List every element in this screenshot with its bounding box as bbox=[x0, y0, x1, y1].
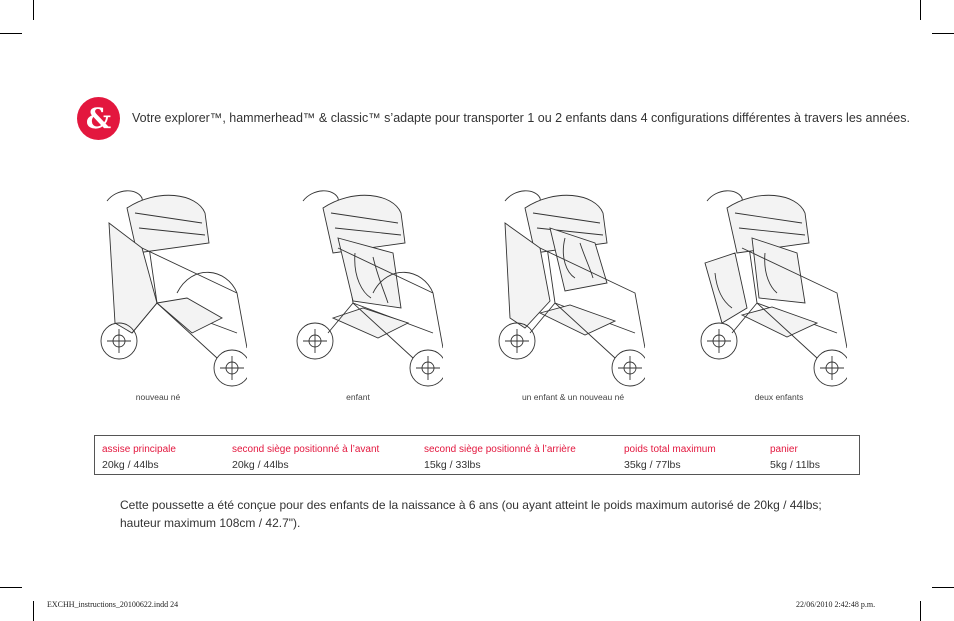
spec-rear-second-seat bbox=[424, 444, 576, 471]
spec-front-second-seat bbox=[232, 444, 379, 471]
weight-spec-table bbox=[94, 435, 860, 475]
crop-mark bbox=[932, 587, 954, 588]
caption-child-and-newborn: un enfant & un nouveau né bbox=[521, 392, 625, 402]
spec-main-seat bbox=[102, 444, 176, 471]
spec-label: second siège positionné à l’arrière bbox=[424, 444, 576, 455]
spec-value: 5kg / 11lbs bbox=[770, 459, 821, 471]
crop-mark bbox=[0, 587, 22, 588]
spec-label: poids total maximum bbox=[624, 444, 716, 455]
stroller-child-and-newborn-illustration bbox=[495, 183, 645, 388]
crop-mark bbox=[920, 0, 921, 20]
ampersand-logo-icon: & bbox=[77, 97, 120, 140]
age-note: Cette poussette a été conçue pour des enfants de la naissance à 6 ans (ou ayant atteint le poids maximum autorisé de 20kg / 44lbs; hauteur maximum 108cm / 42.7"). bbox=[120, 498, 822, 530]
spec-value: 20kg / 44lbs bbox=[232, 459, 289, 471]
spec-value: 35kg / 77lbs bbox=[624, 459, 681, 471]
caption-toddler: enfant bbox=[346, 392, 370, 402]
caption-two-children: deux enfants bbox=[754, 392, 804, 402]
crop-mark bbox=[33, 0, 34, 20]
spec-basket bbox=[770, 444, 820, 471]
spec-label: assise principale bbox=[102, 444, 176, 455]
stroller-newborn-illustration bbox=[97, 183, 247, 388]
stroller-two-children-illustration bbox=[697, 183, 847, 388]
crop-mark bbox=[932, 33, 954, 34]
spec-value: 20kg / 44lbs bbox=[102, 459, 159, 471]
crop-mark bbox=[920, 601, 921, 621]
footer-file-info: EXCHH_instructions_20100622.indd 24 bbox=[47, 600, 179, 609]
spec-label: second siège positionné à l’avant bbox=[232, 444, 380, 455]
intro-text: Votre explorer™, hammerhead™ & classic™ s’adapte pour transporter 1 ou 2 enfants dans 4 configurations différentes à travers les années. bbox=[132, 111, 910, 125]
caption-newborn: nouveau né bbox=[135, 392, 181, 402]
spec-total-max bbox=[624, 444, 716, 471]
stroller-toddler-illustration bbox=[293, 183, 443, 388]
crop-mark bbox=[0, 33, 22, 34]
spec-label: panier bbox=[770, 444, 798, 455]
footer-timestamp: 22/06/2010 2:42:48 p.m. bbox=[796, 600, 876, 609]
crop-mark bbox=[33, 601, 34, 621]
spec-value: 15kg / 33lbs bbox=[424, 459, 481, 471]
